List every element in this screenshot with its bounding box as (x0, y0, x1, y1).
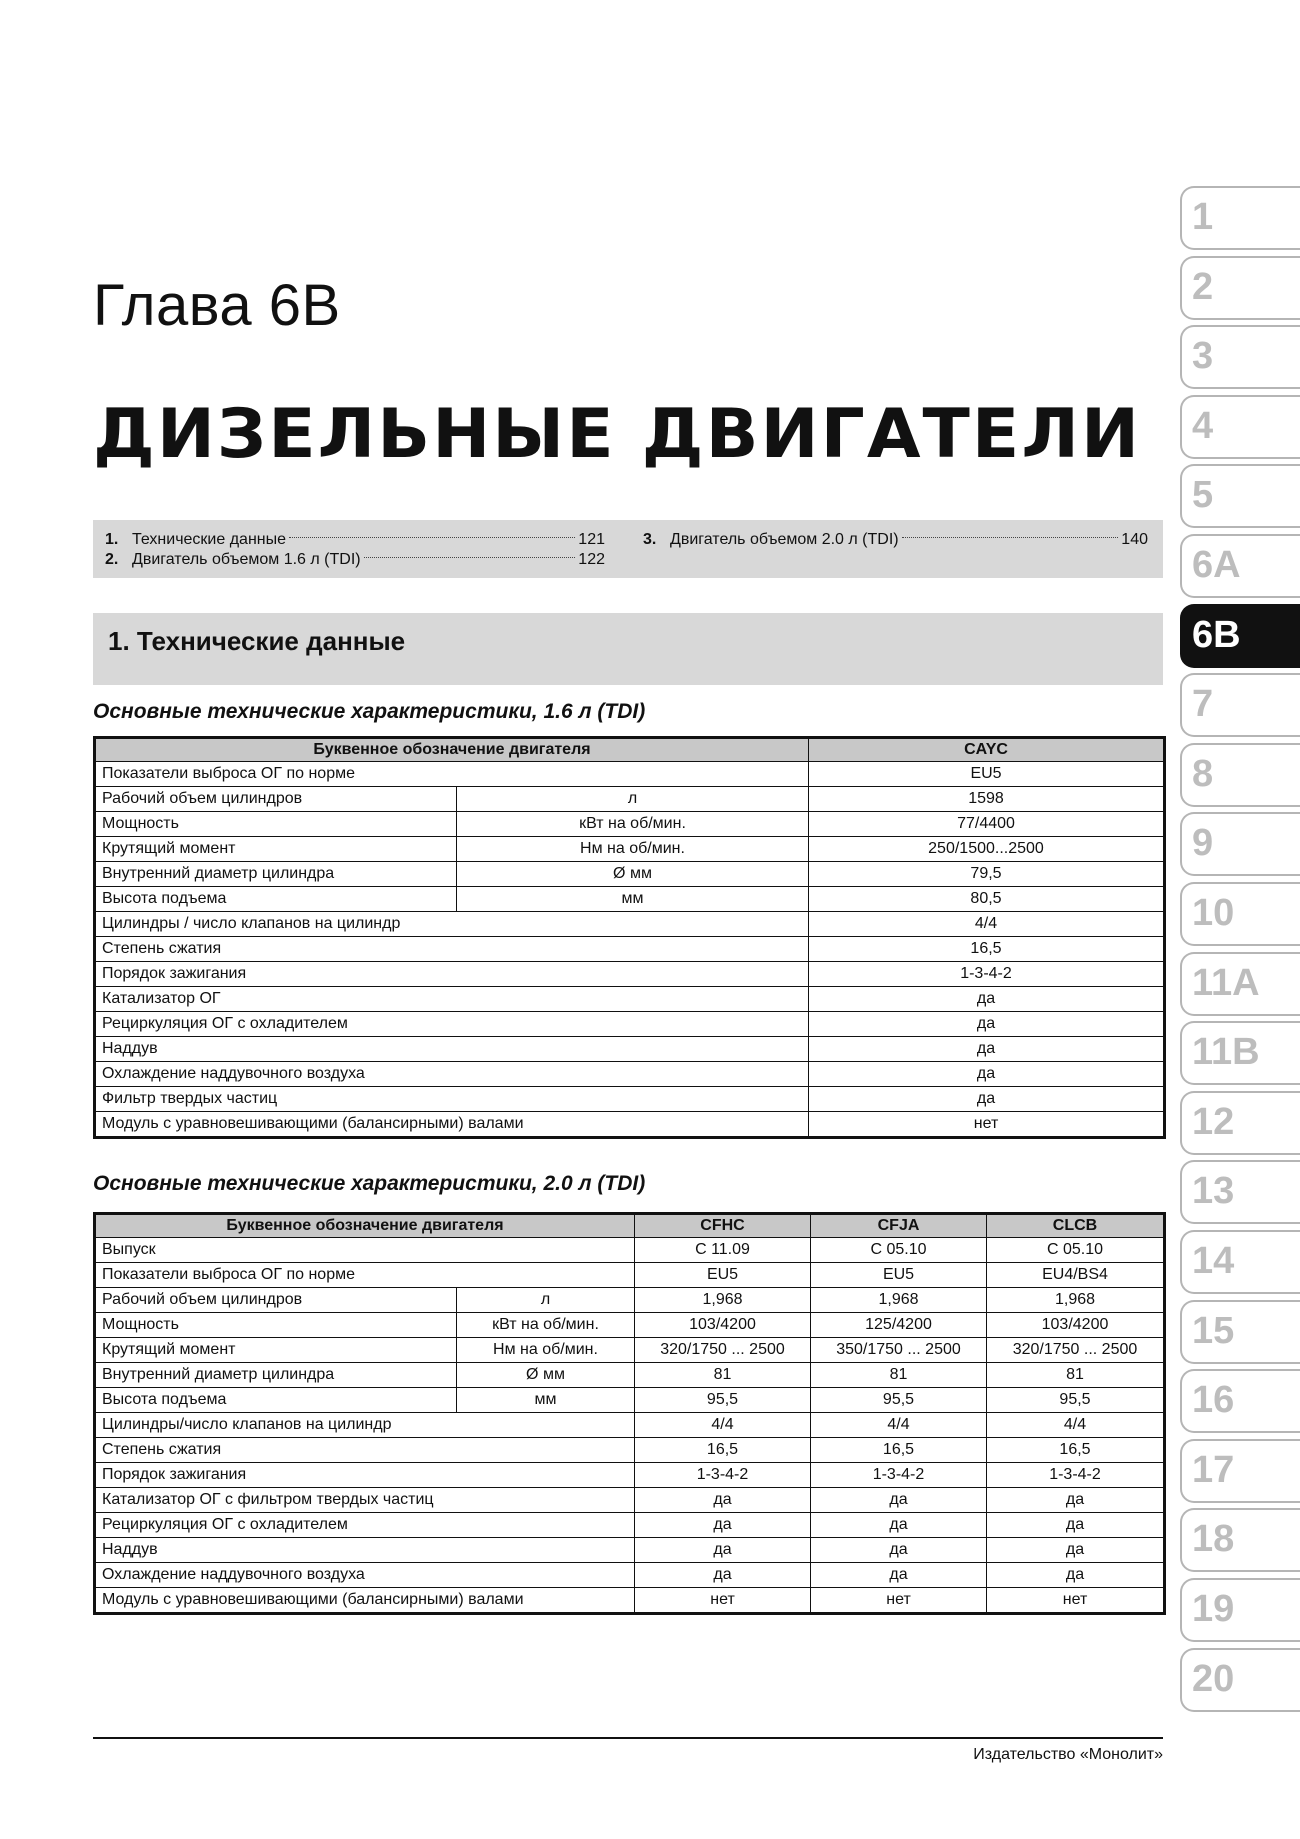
table-header-row (95, 738, 1165, 762)
value-cell: 81 (811, 1363, 987, 1388)
value-cell: 250/1500...2500 (809, 837, 1165, 862)
value-cell: С 05.10 (811, 1238, 987, 1263)
table-row (95, 1363, 1165, 1388)
param-cell: Порядок зажигания (95, 962, 809, 987)
unit-cell: Нм на об/мин. (457, 1338, 635, 1363)
chapter-tab[interactable] (1180, 812, 1300, 876)
table-row (95, 1238, 1165, 1263)
table-row (95, 1313, 1165, 1338)
param-cell: Катализатор ОГ с фильтром твердых частиц (95, 1488, 635, 1513)
param-cell: Высота подъема (95, 1388, 457, 1413)
toc-entry-page: 140 (1121, 531, 1148, 548)
chapter-tab[interactable] (1180, 1508, 1300, 1572)
table-row (95, 787, 1165, 812)
unit-cell: кВт на об/мин. (457, 1313, 635, 1338)
table-row (95, 1388, 1165, 1413)
chapter-tab[interactable] (1180, 1160, 1300, 1224)
value-cell: да (811, 1513, 987, 1538)
param-cell: Рециркуляция ОГ с охладителем (95, 1513, 635, 1538)
toc-column-right (643, 530, 1148, 550)
section-title: 1. Технические данные (108, 626, 406, 656)
chapter-tab[interactable] (1180, 534, 1300, 598)
chapter-tab-label: 17 (1192, 1448, 1235, 1491)
section-header (93, 613, 1163, 685)
chapter-label: Глава 6В (93, 273, 341, 338)
value-cell: да (809, 987, 1165, 1012)
table-row (95, 1463, 1165, 1488)
table-row (95, 887, 1165, 912)
value-cell: да (811, 1488, 987, 1513)
chapter-tab[interactable] (1180, 882, 1300, 946)
table-row (95, 1538, 1165, 1563)
param-cell: Фильтр твердых частиц (95, 1087, 809, 1112)
value-cell: 103/4200 (635, 1313, 811, 1338)
value-cell: С 05.10 (987, 1238, 1165, 1263)
chapter-tab-label: 10 (1192, 892, 1235, 934)
value-cell: 95,5 (987, 1388, 1165, 1413)
param-cell: Степень сжатия (95, 1438, 635, 1463)
table-row (95, 862, 1165, 887)
value-cell: да (635, 1563, 811, 1588)
param-cell: Высота подъема (95, 887, 457, 912)
table-row (95, 1413, 1165, 1438)
value-cell: да (635, 1538, 811, 1563)
value-cell: 1598 (809, 787, 1165, 812)
table-row (95, 1288, 1165, 1313)
toc-entry[interactable] (105, 550, 605, 570)
chapter-tab-label: 15 (1192, 1309, 1235, 1352)
value-cell: да (987, 1538, 1165, 1563)
unit-cell: кВт на об/мин. (457, 812, 809, 837)
chapter-tab-label: 18 (1192, 1518, 1235, 1561)
chapter-tab-label: 5 (1192, 474, 1214, 517)
toc-leader-dots (364, 557, 576, 558)
table-row (95, 1338, 1165, 1363)
table-row (95, 1513, 1165, 1538)
param-cell: Наддув (95, 1037, 809, 1062)
param-cell: Рабочий объем цилиндров (95, 787, 457, 812)
table-row (95, 962, 1165, 987)
table-row (95, 1112, 1165, 1138)
toc-entry[interactable] (105, 530, 605, 550)
param-cell: Цилиндры/число клапанов на цилиндр (95, 1413, 635, 1438)
value-cell: да (635, 1488, 811, 1513)
value-cell: 1-3-4-2 (987, 1463, 1165, 1488)
table-row (95, 1087, 1165, 1112)
param-cell: Модуль с уравновешивающими (балансирными) валами (95, 1112, 809, 1138)
param-cell: Внутренний диаметр цилиндра (95, 862, 457, 887)
value-cell: 77/4400 (809, 812, 1165, 837)
toc-entry-page: 122 (578, 551, 605, 568)
chapter-tab[interactable] (1180, 1230, 1300, 1294)
value-cell: нет (811, 1588, 987, 1614)
chapter-tab[interactable] (1180, 604, 1300, 668)
spec-table-2-0-tdi (93, 1212, 1166, 1615)
chapter-tab[interactable] (1180, 325, 1300, 389)
value-cell: EU5 (635, 1263, 811, 1288)
chapter-tab[interactable] (1180, 464, 1300, 528)
table-row (95, 937, 1165, 962)
toc-leader-dots (289, 537, 575, 538)
spec-table-1-6-tdi (93, 736, 1166, 1139)
value-cell: 320/1750 ... 2500 (635, 1338, 811, 1363)
value-cell: нет (809, 1112, 1165, 1138)
unit-cell: Нм на об/мин. (457, 837, 809, 862)
toc-entry-text: Технические данные (132, 531, 287, 548)
toc-entry-page: 121 (578, 531, 605, 548)
chapter-tab-label: 6В (1192, 613, 1241, 656)
toc-entry-text: Двигатель объемом 2.0 л (TDI) (670, 531, 899, 548)
table-row (95, 1062, 1165, 1087)
table-row (95, 1037, 1165, 1062)
value-cell: 125/4200 (811, 1313, 987, 1338)
chapter-tab-label: 20 (1192, 1657, 1235, 1700)
value-cell: 95,5 (635, 1388, 811, 1413)
table1-heading: Основные технические характеристики, 1.6 л (TDI) (93, 700, 646, 723)
column-header-engine-code: Буквенное обозначение двигателя (95, 1214, 635, 1238)
chapter-tab[interactable] (1180, 952, 1300, 1016)
table-row (95, 1563, 1165, 1588)
chapter-tab[interactable] (1180, 1021, 1300, 1085)
value-cell: нет (987, 1588, 1165, 1614)
value-cell: 81 (635, 1363, 811, 1388)
table-header-row (95, 1214, 1165, 1238)
value-cell: 4/4 (811, 1413, 987, 1438)
value-cell: да (809, 1037, 1165, 1062)
chapter-tab-label: 2 (1192, 265, 1214, 308)
value-cell: 1,968 (635, 1288, 811, 1313)
value-cell: да (987, 1488, 1165, 1513)
value-cell: да (809, 1012, 1165, 1037)
value-cell: нет (635, 1588, 811, 1614)
chapter-tab-label: 8 (1192, 752, 1214, 795)
value-cell: 1-3-4-2 (635, 1463, 811, 1488)
value-cell: 1-3-4-2 (811, 1463, 987, 1488)
param-cell: Охлаждение наддувочного воздуха (95, 1062, 809, 1087)
param-cell: Наддув (95, 1538, 635, 1563)
chapter-tab-label: 7 (1192, 683, 1214, 726)
param-cell: Показатели выброса ОГ по норме (95, 762, 809, 787)
param-cell: Рециркуляция ОГ с охладителем (95, 1012, 809, 1037)
table-row (95, 912, 1165, 937)
column-header-cfhc: CFHC (635, 1214, 811, 1238)
value-cell: 95,5 (811, 1388, 987, 1413)
value-cell: 16,5 (811, 1438, 987, 1463)
chapter-tab-label: 14 (1192, 1240, 1235, 1282)
value-cell: 350/1750 ... 2500 (811, 1338, 987, 1363)
table-row (95, 1263, 1165, 1288)
footer-divider (93, 1737, 1163, 1739)
chapter-tab-label: 3 (1192, 335, 1214, 378)
chapter-title: ДИЗЕЛЬНЫЕ ДВИГАТЕЛИ (93, 395, 1142, 474)
value-cell: 81 (987, 1363, 1165, 1388)
toc-entry[interactable] (643, 530, 1148, 550)
chapter-tab[interactable] (1180, 743, 1300, 807)
chapter-tab[interactable] (1180, 1439, 1300, 1503)
table-row (95, 1588, 1165, 1614)
unit-cell: Ø мм (457, 862, 809, 887)
chapter-tab[interactable] (1180, 395, 1300, 459)
value-cell: да (809, 1062, 1165, 1087)
param-cell: Внутренний диаметр цилиндра (95, 1363, 457, 1388)
column-header-cayc: CAYC (809, 738, 1165, 762)
value-cell: 79,5 (809, 862, 1165, 887)
unit-cell: мм (457, 887, 809, 912)
toc-entry-text: Двигатель объемом 1.6 л (TDI) (132, 551, 361, 568)
value-cell: да (987, 1513, 1165, 1538)
table-row (95, 1488, 1165, 1513)
param-cell: Показатели выброса ОГ по норме (95, 1263, 635, 1288)
table2-heading: Основные технические характеристики, 2.0 л (TDI) (93, 1172, 646, 1195)
footer-publisher: Издательство «Монолит» (973, 1746, 1163, 1763)
value-cell: да (809, 1087, 1165, 1112)
value-cell: 1-3-4-2 (809, 962, 1165, 987)
value-cell: EU5 (811, 1263, 987, 1288)
column-header-engine-code: Буквенное обозначение двигателя (95, 738, 809, 762)
column-header-cfja: CFJA (811, 1214, 987, 1238)
chapter-tab-label: 11А (1192, 961, 1260, 1004)
chapter-tab-label: 6А (1192, 544, 1241, 586)
value-cell: С 11.09 (635, 1238, 811, 1263)
toc-entry-number: 1. (105, 531, 119, 548)
value-cell: 16,5 (987, 1438, 1165, 1463)
chapter-tab-label: 11В (1192, 1031, 1260, 1074)
value-cell: да (987, 1563, 1165, 1588)
chapter-tab-label: 16 (1192, 1379, 1235, 1422)
param-cell: Катализатор ОГ (95, 987, 809, 1012)
table-of-contents (93, 520, 1163, 578)
unit-cell: л (457, 787, 809, 812)
value-cell: 4/4 (809, 912, 1165, 937)
value-cell: 4/4 (987, 1413, 1165, 1438)
chapter-tab[interactable] (1180, 1578, 1300, 1642)
param-cell: Цилиндры / число клапанов на цилиндр (95, 912, 809, 937)
toc-column-left (105, 530, 605, 570)
value-cell: 80,5 (809, 887, 1165, 912)
param-cell: Крутящий момент (95, 837, 457, 862)
param-cell: Порядок зажигания (95, 1463, 635, 1488)
chapter-tab[interactable] (1180, 1369, 1300, 1433)
unit-cell: л (457, 1288, 635, 1313)
toc-entry-number: 3. (643, 531, 657, 548)
value-cell: 16,5 (635, 1438, 811, 1463)
chapter-tab-label: 19 (1192, 1588, 1235, 1630)
unit-cell: мм (457, 1388, 635, 1413)
param-cell: Выпуск (95, 1238, 635, 1263)
chapter-tab-label: 12 (1192, 1100, 1235, 1143)
table-row (95, 987, 1165, 1012)
chapter-tab[interactable] (1180, 256, 1300, 320)
chapter-tab-label: 4 (1192, 404, 1214, 447)
table-row (95, 812, 1165, 837)
value-cell: да (811, 1538, 987, 1563)
table-row (95, 837, 1165, 862)
value-cell: 16,5 (809, 937, 1165, 962)
param-cell: Модуль с уравновешивающими (балансирными) валами (95, 1588, 635, 1614)
chapter-tab-label: 9 (1192, 822, 1214, 865)
param-cell: Рабочий объем цилиндров (95, 1288, 457, 1313)
table-row (95, 762, 1165, 787)
table-row (95, 1012, 1165, 1037)
value-cell: 103/4200 (987, 1313, 1165, 1338)
unit-cell: Ø мм (457, 1363, 635, 1388)
chapter-tab-label: 1 (1192, 196, 1214, 238)
param-cell: Мощность (95, 1313, 457, 1338)
toc-entry-number: 2. (105, 551, 119, 568)
value-cell: да (811, 1563, 987, 1588)
param-cell: Крутящий момент (95, 1338, 457, 1363)
param-cell: Мощность (95, 812, 457, 837)
param-cell: Степень сжатия (95, 937, 809, 962)
value-cell: 1,968 (811, 1288, 987, 1313)
toc-leader-dots (902, 537, 1119, 538)
table-row (95, 1438, 1165, 1463)
value-cell: 1,968 (987, 1288, 1165, 1313)
param-cell: Охлаждение наддувочного воздуха (95, 1563, 635, 1588)
chapter-tab[interactable] (1180, 186, 1300, 250)
value-cell: да (635, 1513, 811, 1538)
value-cell: EU4/BS4 (987, 1263, 1165, 1288)
chapter-tab[interactable] (1180, 673, 1300, 737)
value-cell: 320/1750 ... 2500 (987, 1338, 1165, 1363)
chapter-tab-label: 13 (1192, 1170, 1235, 1213)
column-header-clcb: CLCB (987, 1214, 1165, 1238)
value-cell: EU5 (809, 762, 1165, 787)
chapter-tab[interactable] (1180, 1648, 1300, 1712)
value-cell: 4/4 (635, 1413, 811, 1438)
chapter-tab[interactable] (1180, 1300, 1300, 1364)
chapter-tab[interactable] (1180, 1091, 1300, 1155)
